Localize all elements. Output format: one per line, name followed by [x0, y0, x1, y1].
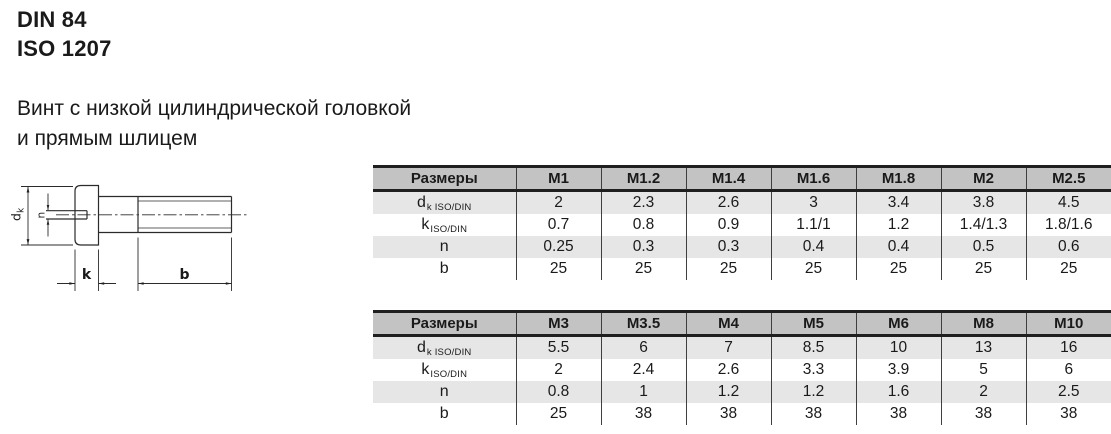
header-cell-thread-size: M6: [856, 312, 941, 336]
value-cell: 1: [601, 381, 686, 403]
row-label-cell: [373, 258, 516, 280]
header-cell-thread-size: M4: [686, 312, 771, 336]
row-label-cell: [373, 403, 516, 425]
n-dimension-label: [36, 212, 48, 219]
value-cell: 1.6: [856, 381, 941, 403]
row-label-main: n: [439, 238, 449, 255]
iso-number: ISO 1207: [17, 36, 112, 61]
value-cell: 6: [1026, 359, 1111, 381]
value-cell: 1.2: [771, 381, 856, 403]
value-cell: 6: [601, 336, 686, 360]
value-cell: 25: [686, 258, 771, 280]
value-cell: 25: [771, 258, 856, 280]
header-cell-thread-size: M1: [516, 167, 601, 191]
value-cell: 3.9: [856, 359, 941, 381]
table-header-row: [373, 167, 1111, 191]
value-cell: 13: [941, 336, 1026, 360]
value-cell: 2.4: [601, 359, 686, 381]
product-description: [17, 94, 411, 154]
standard-title: [17, 5, 112, 63]
header-cell-thread-size: M2: [941, 167, 1026, 191]
value-cell: 2: [516, 191, 601, 215]
dk-label-subscript: k: [16, 207, 27, 213]
value-cell: 5: [941, 359, 1026, 381]
dimension-lines: [21, 187, 232, 292]
value-cell: 1.2: [856, 214, 941, 236]
value-cell: 2.6: [686, 191, 771, 215]
table-header-row: [373, 312, 1111, 336]
din-number: DIN 84: [17, 7, 87, 32]
row-label-cell: [373, 336, 516, 360]
table-row: [373, 214, 1111, 236]
value-cell: 3: [771, 191, 856, 215]
header-cell-thread-size: M10: [1026, 312, 1111, 336]
value-cell: 25: [941, 258, 1026, 280]
header-cell-sizes: Размеры: [410, 170, 478, 187]
value-cell: 25: [516, 403, 601, 425]
value-cell: 0.3: [686, 236, 771, 258]
row-label-cell: [373, 381, 516, 403]
value-cell: 5.5: [516, 336, 601, 360]
header-cell-thread-size: M1.6: [771, 167, 856, 191]
row-label-main: n: [439, 383, 449, 400]
value-cell: 38: [856, 403, 941, 425]
row-label-subscript: ISO/DIN: [430, 223, 468, 235]
value-cell: 2.6: [686, 359, 771, 381]
row-label-main: d: [417, 193, 426, 211]
value-cell: 2: [516, 359, 601, 381]
row-label-main: b: [439, 405, 449, 422]
table-row: [373, 403, 1111, 425]
table-row: [373, 191, 1111, 215]
row-label-cell: [373, 191, 516, 215]
size-table-m3-to-m10: [373, 310, 1111, 425]
screw-technical-drawing: [0, 160, 260, 300]
value-cell: 0.5: [941, 236, 1026, 258]
table-row: [373, 258, 1111, 280]
value-cell: 38: [941, 403, 1026, 425]
row-label-subscript: ISO/DIN: [430, 368, 468, 380]
value-cell: 8.5: [771, 336, 856, 360]
value-cell: 10: [856, 336, 941, 360]
value-cell: 1.2: [686, 381, 771, 403]
header-cell-thread-size: M5: [771, 312, 856, 336]
table-row: [373, 336, 1111, 360]
svg-text:n: n: [35, 211, 48, 219]
table-row: [373, 381, 1111, 403]
row-label-cell: [373, 236, 516, 258]
value-cell: 2.3: [601, 191, 686, 215]
table-row: [373, 236, 1111, 258]
value-cell: 4.5: [1026, 191, 1111, 215]
value-cell: 16: [1026, 336, 1111, 360]
value-cell: 2.5: [1026, 381, 1111, 403]
description-line-1: Винт с низкой цилиндрической головкой: [17, 97, 412, 120]
value-cell: 38: [1026, 403, 1111, 425]
k-dimension-label: k: [81, 267, 92, 283]
row-label-cell: [373, 214, 516, 236]
value-cell: 0.8: [601, 214, 686, 236]
value-cell: 0.9: [686, 214, 771, 236]
value-cell: 25: [1026, 258, 1111, 280]
row-label-subscript: k ISO/DIN: [426, 346, 472, 358]
value-cell: 0.4: [856, 236, 941, 258]
value-cell: 1.1/1: [771, 214, 856, 236]
value-cell: 25: [601, 258, 686, 280]
value-cell: 7: [686, 336, 771, 360]
value-cell: 0.4: [771, 236, 856, 258]
value-cell: 0.25: [516, 236, 601, 258]
header-cell-thread-size: M8: [941, 312, 1026, 336]
description-line-2: и прямым шлицем: [17, 127, 198, 150]
table-row: [373, 359, 1111, 381]
row-label-main: b: [439, 260, 449, 277]
header-cell-thread-size: M1.2: [601, 167, 686, 191]
value-cell: 0.6: [1026, 236, 1111, 258]
value-cell: 3.8: [941, 191, 1026, 215]
value-cell: 0.8: [516, 381, 601, 403]
row-label-main: k: [421, 215, 430, 233]
dimension-arrowheads: [27, 187, 232, 285]
b-dimension-label: b: [179, 267, 190, 283]
row-label-main: k: [421, 360, 430, 378]
row-label-cell: [373, 359, 516, 381]
header-cell-thread-size: M1.8: [856, 167, 941, 191]
row-label-subscript: k ISO/DIN: [426, 201, 472, 213]
value-cell: 0.3: [601, 236, 686, 258]
size-table-m1-to-m2_5: [373, 165, 1111, 280]
dk-dimension-label: [9, 207, 27, 221]
value-cell: 3.3: [771, 359, 856, 381]
dk-label-main: d: [8, 213, 24, 221]
header-cell-thread-size: M3.5: [601, 312, 686, 336]
header-cell-thread-size: M1.4: [686, 167, 771, 191]
value-cell: 38: [601, 403, 686, 425]
value-cell: 38: [686, 403, 771, 425]
row-label-main: d: [417, 338, 426, 356]
value-cell: 1.8/1.6: [1026, 214, 1111, 236]
value-cell: 25: [516, 258, 601, 280]
header-cell-thread-size: M3: [516, 312, 601, 336]
value-cell: 2: [941, 381, 1026, 403]
header-cell-thread-size: M2.5: [1026, 167, 1111, 191]
value-cell: 0.7: [516, 214, 601, 236]
value-cell: 1.4/1.3: [941, 214, 1026, 236]
value-cell: 3.4: [856, 191, 941, 215]
value-cell: 38: [771, 403, 856, 425]
header-cell-sizes: Размеры: [410, 315, 478, 332]
value-cell: 25: [856, 258, 941, 280]
